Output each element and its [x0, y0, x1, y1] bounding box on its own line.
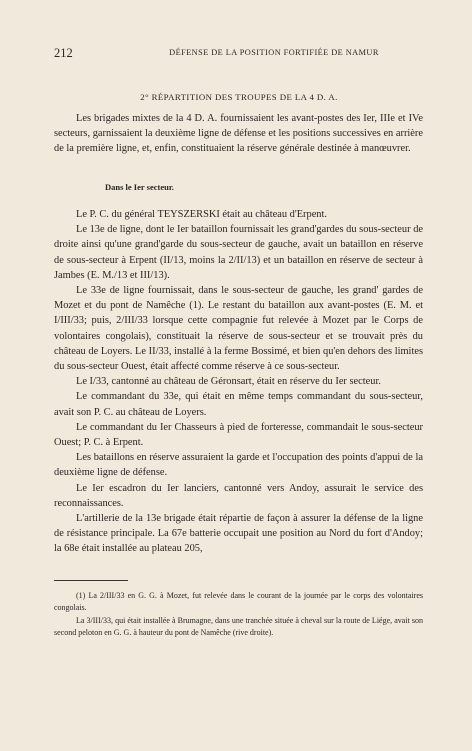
paragraph: Les bataillons en réserve assuraient la garde et l'occupation des points d'appui de la deuxième ligne de défense.: [54, 452, 423, 479]
footnote-rule: [54, 580, 128, 581]
intro-paragraph: Les brigades mixtes de la 4 D. A. fournissaient les avant-postes des Ier, IIIe et IVe secteurs, garnissaient la deuxième ligne de défense et les positions successives en arrière de la première ligne, et, enfin, constituaient la réserve générale destinée à manœuvrer.: [54, 113, 423, 155]
footnote: La 3/III/33, qui était installée à Brumagne, dans une tranchée située à cheval sur la route de Liége, avait son second peloton en G. G. à hauteur du pont de Namêche (rive droite).: [54, 615, 423, 638]
page-header: [54, 46, 424, 60]
paragraph: Le commandant du 33e, qui était en même temps commandant du sous-secteur, avait son P. C. au château de Loyers.: [54, 391, 423, 418]
page-number: 212: [54, 46, 73, 60]
section-title: 2° RÉPARTITION DES TROUPES DE LA 4 D. A.: [140, 92, 338, 102]
paragraph: Le Ier escadron du Ier lanciers, cantonné vers Andoy, assurait le service des reconnaissances.: [54, 482, 423, 509]
paragraph: Le I/33, cantonné au château de Géronsart, était en réserve du Ier secteur.: [76, 376, 381, 388]
footnotes: [54, 590, 423, 640]
paragraph: L'artillerie de la 13e brigade était répartie de façon à assurer la défense de la ligne de résistance principale. La 67e batterie occupait une position au Nord du fort d'Andoy; la 68e était installée au plateau 205,: [54, 513, 423, 555]
body-text: [54, 207, 423, 557]
paragraph: Le 33e de ligne fournissait, dans le sous-secteur de gauche, les grand' gardes de Mozet et du pont de Namêche (1). Le restant du bataillon aux avant-postes (E. M. et I/III/33; puis, 2/III/33 lorsque cette compagnie fut relevée à Mozet par le Corps de volontaires congolais), constituait la réserve de sous-secteur et se trouvait près du château de Loyers. Le II/33, installé à la ferme Bossimé, et bien qu'en dehors des limites du sous-secteur Ouest, était affecté comme réserve à ce sous-secteur.: [54, 285, 423, 373]
intro-block: [54, 111, 423, 157]
subheading: Dans le Ier secteur.: [105, 182, 174, 192]
paragraph: Le commandant du Ier Chasseurs à pied de forteresse, commandait le sous-secteur Ouest; P. C. à Erpent.: [54, 421, 423, 449]
paragraph: Le P. C. du général TEYSZERSKI était au château d'Erpent.: [76, 209, 327, 220]
footnote: (1) La 2/III/33 en G. G. à Mozet, fut relevée dans le courant de la journée par le corps des volontaires congolais.: [54, 591, 423, 613]
paragraph: Le 13e de ligne, dont le Ier bataillon fournissait les grand'gardes du sous-secteur de droite ainsi qu'une grand'garde du sous-secteur de gauche, avait un bataillon en réserve de sous-secteur à Erpent (II/13, moins la 2/II/13) et un bataillon en réserve de secteur à Jambes (E. M./13 et III/13).: [54, 224, 423, 281]
running-head: DÉFENSE DE LA POSITION FORTIFIÉE DE NAMUR: [169, 48, 379, 57]
